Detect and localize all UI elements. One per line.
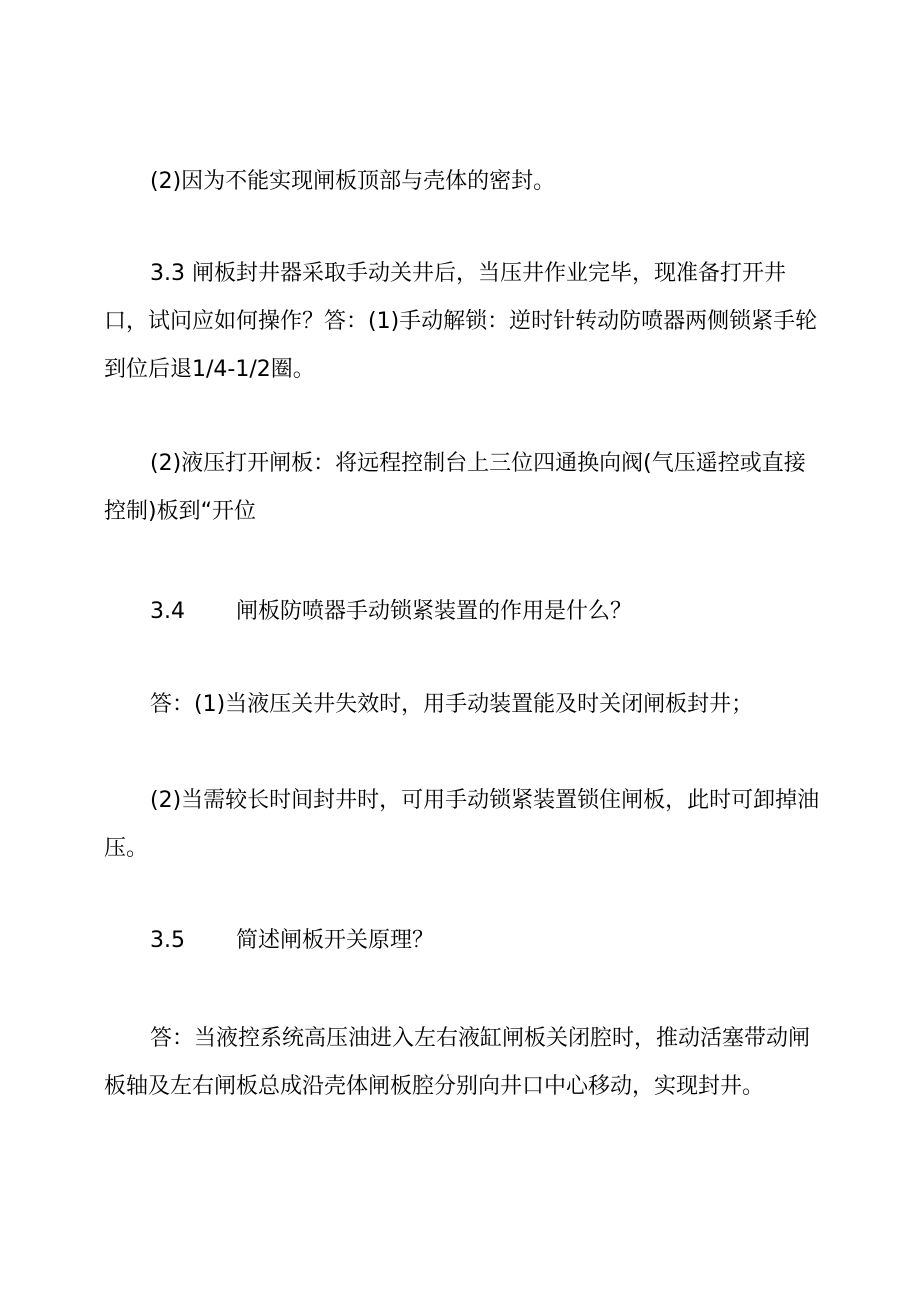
paragraph-answer-3-4-2: (2)当需较长时间封井时，可用手动锁紧装置锁住闸板，此时可卸掉油压。 xyxy=(104,788,820,861)
heading-3-4-number: 3.4 xyxy=(150,599,185,624)
heading-3-4-text: 闸板防喷器手动锁紧装置的作用是什么？ xyxy=(236,599,633,624)
heading-3-5-number: 3.5 xyxy=(150,928,185,953)
paragraph-answer-3-4-1: 答：(1)当液压关井失效时，用手动装置能及时关闭闸板封井； xyxy=(150,692,754,717)
heading-3-5 xyxy=(150,917,434,965)
paragraph-answer-3-5: 答：当液控系统高压油进入左右液缸闸板关闭腔时，推动活塞带动闸板轴及左右闸板总成沿壳体闸板腔分别向井口中心移动，实现封井。 xyxy=(104,1026,811,1099)
heading-3-5-text: 简述闸板开关原理？ xyxy=(236,928,435,953)
paragraph-hydraulic-open: (2)液压打开闸板：将远程控制台上三位四通换向阀(气压遥控或直接控制)板到“开位 xyxy=(104,451,806,524)
paragraph-question-3-3: 3.3 闸板封井器采取手动关井后，当压井作业完毕，现准备打开井口，试问应如何操作？答：(1)手动解锁：逆时针转动防喷器两侧锁紧手轮到位后退1/4-1/2圈。 xyxy=(104,261,818,382)
heading-3-4 xyxy=(150,588,632,636)
paragraph-seal-reason: (2)因为不能实现闸板顶部与壳体的密封。 xyxy=(150,169,556,194)
